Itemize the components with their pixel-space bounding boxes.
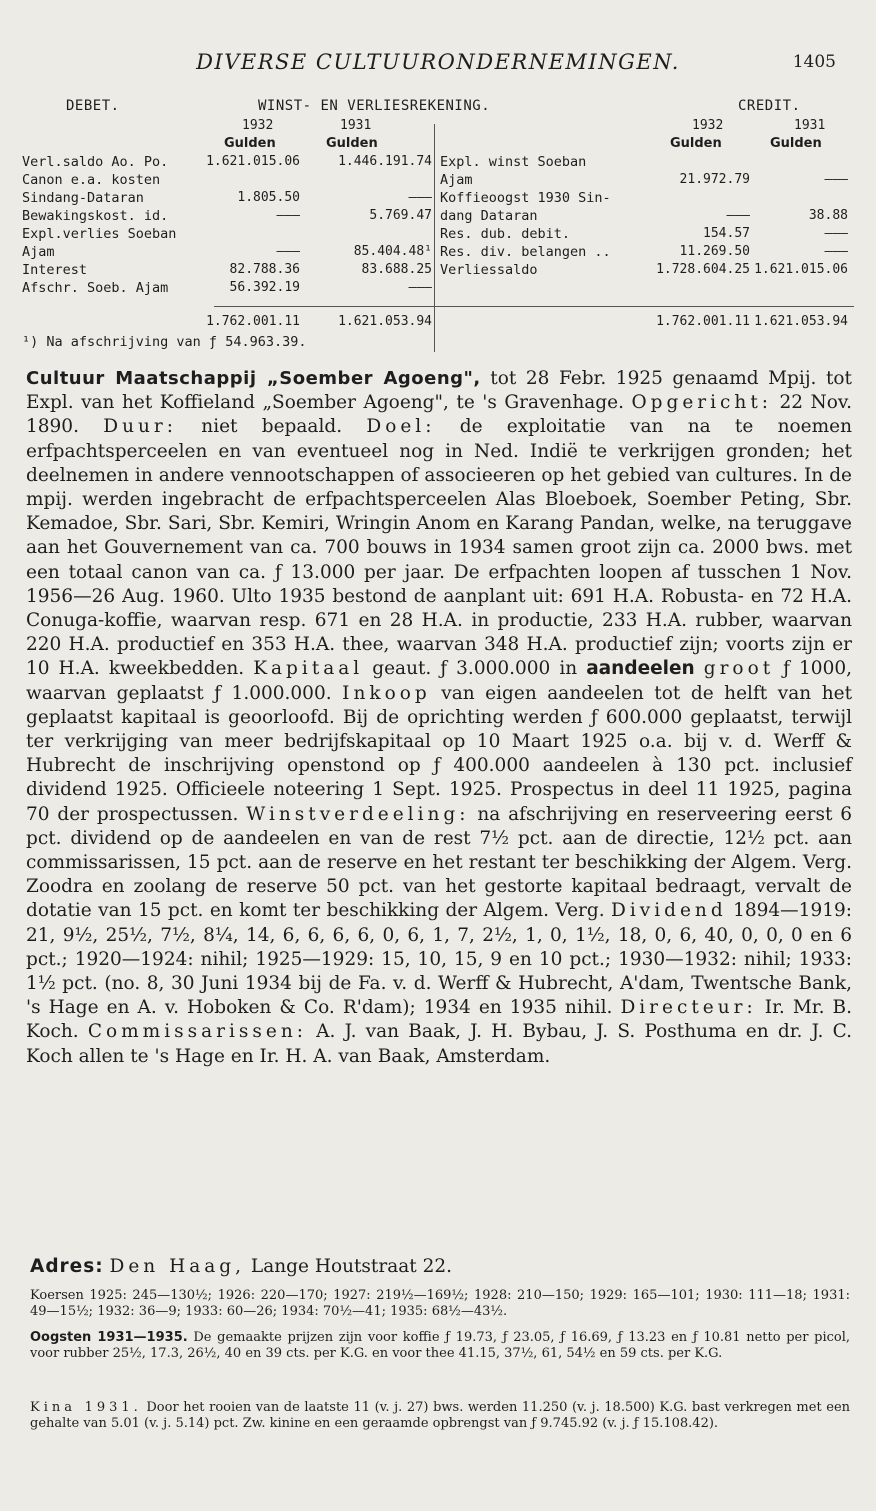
label-doel: Doel: xyxy=(366,416,436,438)
credit-currency-1931: Gulden xyxy=(770,136,822,151)
credit-currency-1932: Gulden xyxy=(670,136,722,151)
text-winstverdeeling: na afschrijving en reserveering eerst 6 pct. dividend op de aandeelen en van de rest 7½ pct. aan de directie, 12½ pct. aan commissarissen, 15 pct. aan de reserve en het restant ter beschikking der Algem. Verg. Zoodra en zoolang de reserve 50 pct. van het gestorte kapitaal bedraagt, vervalt de dotatie van 15 pct. en komt ter beschikking der Algem. Verg. xyxy=(26,803,852,922)
debet-row-value-v1932: 82.788.36 xyxy=(229,262,300,277)
page-header xyxy=(0,50,876,80)
credit-row-value-v1931: ——— xyxy=(824,172,848,187)
debet-row-value-v1931: 1.446.191.74 xyxy=(338,154,432,169)
credit-row-value-v1932: 21.972.79 xyxy=(679,172,750,187)
company-name: Cultuur Maatschappij „Soember Agoeng", xyxy=(26,368,481,389)
credit-row-value-v1932: 11.269.50 xyxy=(679,244,750,259)
debet-label: DEBET. xyxy=(66,98,120,114)
credit-row-label: Ajam xyxy=(440,172,473,188)
label-directeur: Directeur: xyxy=(620,997,757,1019)
debet-row-label: Bewakingskost. id. xyxy=(22,208,169,224)
debet-row-label: Sindang-Dataran xyxy=(22,190,144,206)
text-oogsten: De gemaakte prijzen zijn voor koffie ƒ 19.73, ƒ 23.05, ƒ 16.69, ƒ 13.23 en ƒ 10.81 netto per picol, voor rubber 25½, 17.3, 26½, 40 en 39 cts. per K.G. en voor thee 41.15, 37½, 61, 54½ en 59 cts. per K.G. xyxy=(30,1330,850,1361)
text-directeur: Ir. Mr. B. Koch. xyxy=(26,997,852,1043)
page-number: 1405 xyxy=(792,52,836,72)
text-duur: niet bepaald. xyxy=(177,416,367,438)
debet-row-value-v1931: ——— xyxy=(408,190,432,205)
profit-loss-account xyxy=(0,98,876,358)
debet-currency-1931: Gulden xyxy=(326,136,378,151)
page-title: DIVERSE CULTUURONDERNEMINGEN. xyxy=(196,50,680,74)
credit-row-value-v1931: 1.621.015.06 xyxy=(754,262,848,277)
debet-row-value-v1931: 85.404.48¹ xyxy=(353,244,432,259)
address-line xyxy=(30,1256,452,1277)
debet-row-value-v1931: 5.769.47 xyxy=(369,208,432,223)
account-footnote: ¹) Na afschrijving van ƒ 54.963.39. xyxy=(22,334,307,350)
label-dividend: Dividend xyxy=(611,900,727,922)
debet-year-1931: 1931 xyxy=(340,118,372,133)
text-dividend: 1894—1919: 21, 9½, 25½, 7½, 8¼, 14, 6, 6, 6, 6, 0, 6, 1, 7, 2½, 1, 0, 1½, 18, 0, 6, 40, 0, 0, 0 en 6 pct.; 1920—1924: nihil; 1925—1929: 15, 10, 15, 9 en 10 pct.; 1930—1932: nihil; 1933: 1½ pct. (no. 8, 30 Juni 1934 bij de Fa. v. d. Werff & Hubrecht, A'dam, Twentsche Bank, 's Hage en A. v. Hoboken & Co. R'dam); 1934 en 1935 nihil. xyxy=(26,900,852,1019)
label-groot: groot xyxy=(703,658,775,680)
company-description xyxy=(26,367,852,1069)
oogsten-section xyxy=(30,1330,850,1361)
credit-row-value-v1932: 154.57 xyxy=(703,226,750,241)
label-duur: Duur: xyxy=(103,416,177,438)
credit-row-value-v1932: 1.728.604.25 xyxy=(656,262,750,277)
text-kina: Door het rooien van de laatste 11 (v. j. 27) bws. werden 11.250 (v. j. 18.500) K.G. bast verkregen met een gehalte van 5.01 (v. j. 5.14) pct. Zw. kinine en een geraamde opbrengst van ƒ 9.745.92 (v. j. ƒ 15.108.42). xyxy=(30,1400,851,1431)
debet-row-value-v1932: 56.392.19 xyxy=(229,280,300,295)
debet-row-value-v1932: ——— xyxy=(276,244,300,259)
debet-row-label: Expl.verlies Soeban xyxy=(22,226,177,242)
debet-row-label: Interest xyxy=(22,262,88,278)
koersen-section xyxy=(30,1288,850,1319)
text-inkoop: van eigen aandeelen tot de helft van het geplaatst kapitaal is geoorloofd. Bij de oprichting werden ƒ 600.000 geplaatst, terwijl ter verkrijging van meer bedrijfskapitaal op 10 Maart 1925 o.a. bij v. d. Werff & Hubrecht de inschrijving openstond op ƒ 400.000 aandeelen à 130 pct. inclusief dividend 1925. Officieele noteering 1 Sept. 1925. Prospectus in deel 11 1925, pagina 70 der prospectussen. xyxy=(26,682,852,825)
credit-total-1932: 1.762.001.11 xyxy=(656,314,750,329)
credit-row-value-v1931: ——— xyxy=(824,244,848,259)
totals-rule xyxy=(214,306,854,307)
credit-row-label: dang Dataran xyxy=(440,208,538,224)
credit-row-label: Res. div. belangen .. xyxy=(440,244,611,260)
text-commissarissen: A. J. van Baak, J. H. Bybau, J. S. Posthuma en dr. J. C. Koch allen te 's Hage en Ir. H. A. van Baak, Amsterdam. xyxy=(26,1021,852,1067)
credit-year-1932: 1932 xyxy=(692,118,724,133)
text-kapitaal: geaut. ƒ 3.000.000 in xyxy=(363,658,587,680)
text-intro: tot 28 Febr. 1925 genaamd Mpij. tot Expl. van het Koffieland „Soember Agoeng", te 's Gravenhage. xyxy=(26,368,852,414)
debet-row-value-v1932: 1.621.015.06 xyxy=(206,154,300,169)
address-street: Lange Houtstraat 22. xyxy=(245,1256,452,1277)
text-opgericht: 22 Nov. 1890. xyxy=(26,392,853,438)
text-doel: de exploitatie van na te noemen erfpachtsperceelen en van eventueel nog in Ned. Indië te verkrijgen gronden; het deelnemen in andere vennootschappen of associeeren op het gebied van cultures. In de mpij. werden ingebracht de erfpachtsperceelen Alas Bloeboek, Soember Peting, Sbr. Kemadoe, Sbr. Sari, Sbr. Kemiri, Wringin Anom en Karang Pandan, welke, na teruggave aan het Gouvernement van ca. 700 bouws in 1934 samen groot zijn ca. 2000 bws. met een totaal canon van ca. ƒ 13.000 per jaar. De erfpachten loopen af tusschen 1 Nov. 1956—26 Aug. 1960. Ulto 1935 bestond de aanplant uit: 691 H.A. Robusta- en 72 H.A. Conuga-koffie, waarvan resp. 671 en 28 H.A. in productie, 233 H.A. rubber, waarvan 220 H.A. productief en 353 H.A. thee, waarvan 348 H.A. productief zijn; voorts zijn er 10 H.A. kweekbedden. xyxy=(26,416,852,680)
label-winstverdeeling: Winstverdeeling: xyxy=(246,803,470,825)
label-inkoop: Inkoop xyxy=(342,682,431,704)
debet-row-value-v1931: 83.688.25 xyxy=(361,262,432,277)
label-oogsten: Oogsten 1931—1935. xyxy=(30,1330,188,1345)
text-koersen: 1925: 245—130½; 1926: 220—170; 1927: 219½—169½; 1928: 210—150; 1929: 165—101; 1930: 111—18; 1931: 49—15½; 1932: 36—9; 1933: 60—26; 1934: 70½—41; 1935: 68½—43½. xyxy=(30,1288,850,1319)
debet-row-label: Afschr. Soeb. Ajam xyxy=(22,280,169,296)
debet-year-1932: 1932 xyxy=(242,118,274,133)
account-title: WINST- EN VERLIESREKENING. xyxy=(258,98,491,114)
credit-row-label: Koffieoogst 1930 Sin- xyxy=(440,190,611,206)
credit-row-value-v1931: ——— xyxy=(824,226,848,241)
address-city: Den Haag, xyxy=(109,1256,246,1277)
debet-row-value-v1932: ——— xyxy=(276,208,300,223)
credit-row-label: Res. dub. debit. xyxy=(440,226,571,242)
debet-row-value-v1931: ——— xyxy=(408,280,432,295)
debet-row-label: Canon e.a. kosten xyxy=(22,172,161,188)
credit-row-value-v1932: ——— xyxy=(726,208,750,223)
credit-total-1931: 1.621.053.94 xyxy=(754,314,848,329)
debet-total-1931: 1.621.053.94 xyxy=(338,314,432,329)
label-commissarissen: Commissarissen: xyxy=(87,1021,307,1043)
credit-year-1931: 1931 xyxy=(794,118,826,133)
debet-row-label: Ajam xyxy=(22,244,55,260)
credit-row-label: Verliessaldo xyxy=(440,262,538,278)
debet-row-label: Verl.saldo Ao. Po. xyxy=(22,154,169,170)
label-adres: Adres: xyxy=(30,1256,104,1277)
credit-row-label: Expl. winst Soeban xyxy=(440,154,587,170)
debet-row-value-v1932: 1.805.50 xyxy=(237,190,300,205)
label-opgericht: Opgericht: xyxy=(631,392,772,414)
debet-total-1932: 1.762.001.11 xyxy=(206,314,300,329)
credit-label: CREDIT. xyxy=(738,98,801,114)
credit-row-value-v1931: 38.88 xyxy=(808,208,848,223)
label-aandeelen: aandeelen xyxy=(586,658,695,680)
account-divider xyxy=(434,124,435,352)
text-groot: ƒ 1000, waarvan geplaatst ƒ 1.000.000. xyxy=(26,658,852,704)
label-kina: Kina 1931. xyxy=(30,1400,142,1415)
kina-section xyxy=(30,1400,850,1431)
debet-currency-1932: Gulden xyxy=(224,136,276,151)
label-koersen: Koersen xyxy=(30,1288,84,1303)
label-kapitaal: Kapitaal xyxy=(253,658,364,680)
